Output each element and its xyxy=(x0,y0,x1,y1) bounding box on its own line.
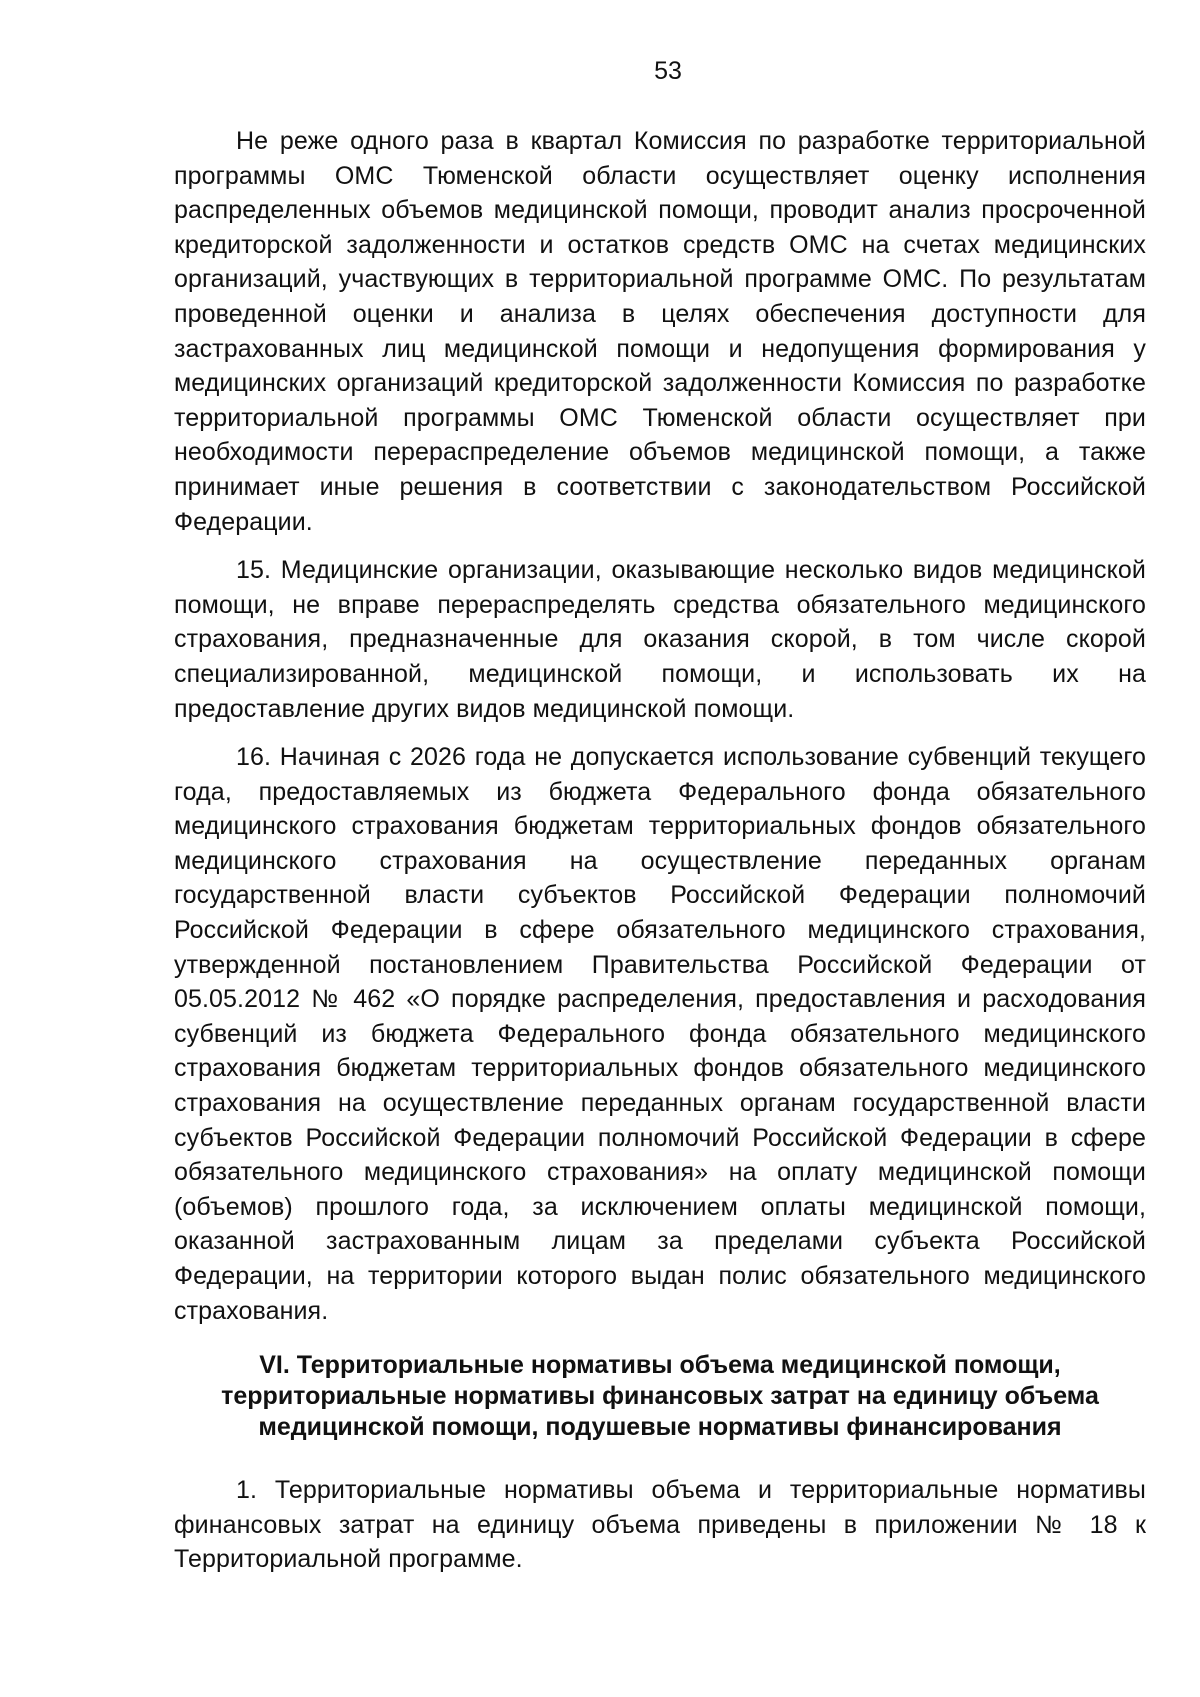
section-title-line: медицинской помощи, подушевые нормативы финансирования xyxy=(258,1413,1062,1442)
paragraph-item-16: 16. Начиная с 2026 года не допускается использование субвенций текущего года, предоставляемых из бюджета Федерального фонда обязательного медицинского страхования бюджетам территориальных фондов обязательного медицинского страхования на осуществление переданных органам государственной власти субъектов Российской Федерации полномочий Российской Федерации в сфере обязательного медицинского страхования, утвержденной постановлением Правительства Российской Федерации от 05.05.2012 № 462 «О порядке распределения, предоставления и расходования субвенций из бюджета Федерального фонда обязательного медицинского страхования бюджетам территориальных фондов обязательного медицинского страхования на осуществление переданных органам государственной власти субъектов Российской Федерации полномочий Российской Федерации в сфере обязательного медицинского страхования» на оплату медицинской помощи (объемов) прошлого года, за исключением оплаты медицинской помощи, оказанной застрахованным лицам за пределами субъекта Российской Федерации, на территории которого выдан полис обязательного медицинского страхования. xyxy=(174,743,1146,1325)
section-title-line: VI. Территориальные нормативы объема медицинской помощи, xyxy=(259,1351,1061,1380)
document-page xyxy=(174,54,1146,1591)
section-title xyxy=(174,1350,1146,1443)
paragraph-section-item-1: 1. Территориальные нормативы объема и территориальные нормативы финансовых затрат на единицу объема приведены в приложении № 18 к Территориальной программе. xyxy=(174,1476,1146,1574)
section-title-line: территориальные нормативы финансовых затрат на единицу объема xyxy=(221,1382,1099,1411)
paragraph-item-15: 15. Медицинские организации, оказывающие несколько видов медицинской помощи, не вправе перераспределять средства обязательного медицинского страхования, предназначенные для оказания скорой, в том числе скорой специализированной, медицинской помощи, и использовать их на предоставление других видов медицинской помощи. xyxy=(174,556,1146,723)
page-number: 53 xyxy=(654,57,682,85)
paragraph-commission-assessment: Не реже одного раза в квартал Комиссия по разработке территориальной программы ОМС Тюменской области осуществляет оценку исполнения распределенных объемов медицинской помощи, проводит анализ просроченной кредиторской задолженности и остатков средств ОМС на счетах медицинских организаций, участвующих в территориальной программе ОМС. По результатам проведенной оценки и анализа в целях обеспечения доступности для застрахованных лиц медицинской помощи и недопущения формирования у медицинских организаций кредиторской задолженности Комиссия по разработке территориальной программы ОМС Тюменской области осуществляет при необходимости перераспределение объемов медицинской помощи, а также принимает иные решения в соответствии с законодательством Российской Федерации. xyxy=(174,127,1146,536)
